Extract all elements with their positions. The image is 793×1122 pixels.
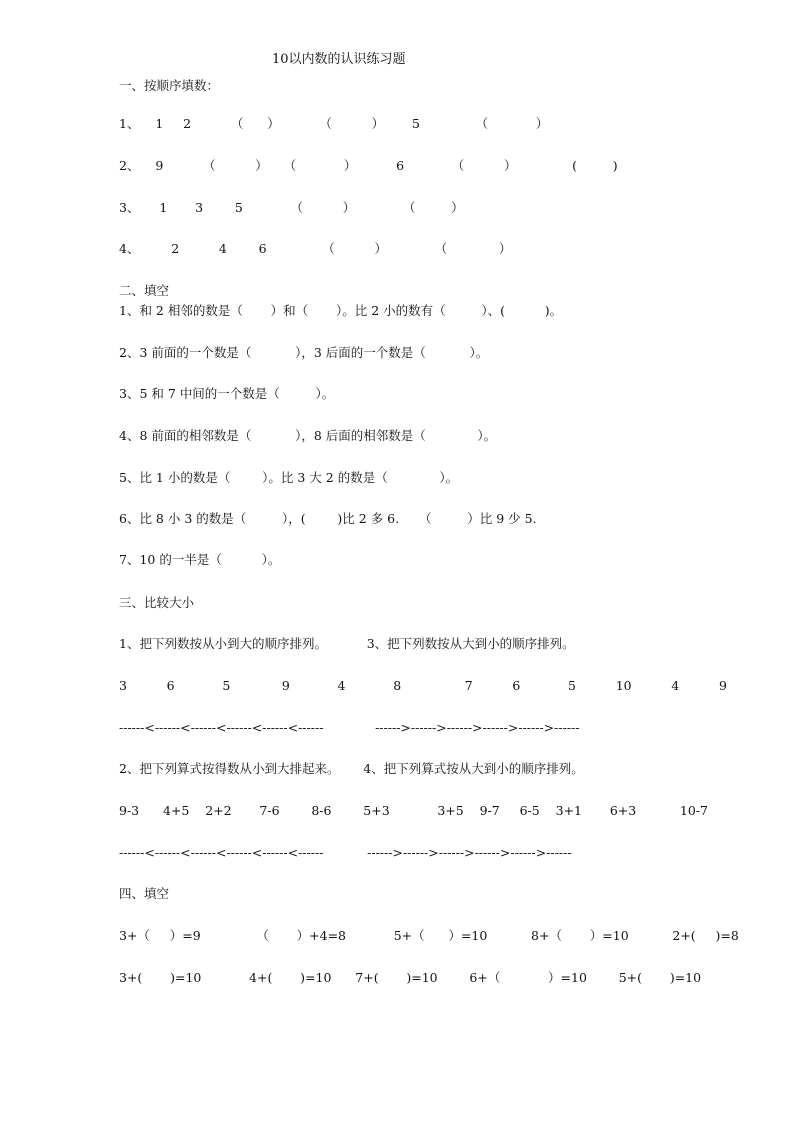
section-1-line-1: 1、 1 2 （ ） （ ） 5 （ ） — [119, 116, 549, 131]
section-2-item-2: 2、3 前面的一个数是（ ），3 后面的一个数是（ ）。 — [119, 345, 489, 360]
section-1-line-3: 3、 1 3 5 （ ） （ ） — [119, 200, 464, 215]
section-2-item-4: 4、8 前面的相邻数是（ ），8 后面的相邻数是（ ）。 — [119, 428, 497, 443]
section-3-instructions-1: 1、把下列数按从小到大的顺序排列。 3、把下列数按从大到小的顺序排列。 — [119, 636, 575, 651]
page-title: 10以内数的认识练习题 — [272, 52, 406, 67]
section-2-item-1: 1、和 2 相邻的数是（ ）和（ ）。比 2 小的数有（ ）、( )。 — [119, 303, 563, 318]
section-3-expressions: 9-3 4+5 2+2 7-6 8-6 5+3 3+5 9-7 6-5 3+1 6+3 10-7 — [119, 803, 708, 818]
section-3-compare-line-1: ------<------<------<------<------<------ ------>------>------>------>------>------ — [119, 720, 580, 735]
section-1-heading: 一、按顺序填数： — [119, 78, 220, 93]
section-2-item-3: 3、5 和 7 中间的一个数是（ ）。 — [119, 386, 335, 401]
section-3-numbers: 3 6 5 9 4 8 7 6 5 10 4 9 — [119, 678, 728, 693]
section-3-compare-line-2: ------<------<------<------<------<------ ------>------>------>------>------>------ — [119, 845, 572, 860]
section-2-item-6: 6、比 8 小 3 的数是（ ），( )比 2 多 6. （ ）比 9 少 5. — [119, 511, 537, 526]
section-3-instructions-2: 2、把下列算式按得数从小到大排起来。 4、把下列算式按从大到小的顺序排列。 — [119, 761, 584, 776]
section-1-line-2: 2、 9 （ ） （ ） 6 （ ） ( ) — [119, 158, 618, 173]
section-2-heading: 二、填空 — [119, 283, 170, 298]
section-2-item-7: 7、10 的一半是（ ）。 — [119, 552, 281, 567]
section-4-heading: 四、填空 — [119, 886, 170, 901]
section-4-row-1: 3+（ ）=9 （ ）+4=8 5+（ ）=10 8+（ ）=10 2+( )=8 — [119, 928, 739, 943]
section-4-row-2: 3+( )=10 4+( )=10 7+( )=10 6+（ ）=10 5+( )=10 — [119, 970, 702, 985]
section-1-line-4: 4、 2 4 6 （ ） （ ） — [119, 241, 512, 256]
section-3-heading: 三、比较大小 — [119, 595, 195, 610]
section-2-item-5: 5、比 1 小的数是（ ）。比 3 大 2 的数是（ ）。 — [119, 470, 459, 485]
